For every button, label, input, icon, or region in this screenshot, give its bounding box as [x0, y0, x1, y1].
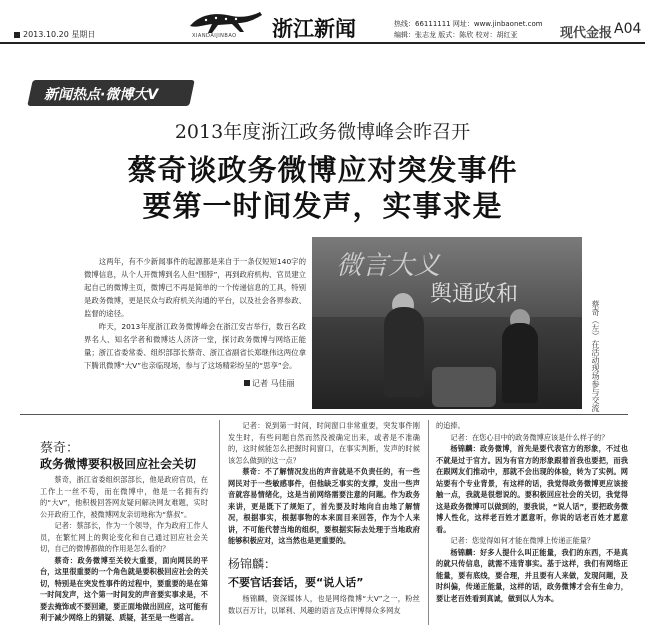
host-figure — [502, 323, 538, 403]
body-paragraph: 蔡奇，浙江省委组织部部长，他是政府官员，在工作上一丝不苟，而在微博中，他是一名拥有约的“大V”，他积极回答网友疑问解决网友难题，实时公开政府工作，被微博网友亲切地称为“蔡叔”。 — [40, 475, 208, 519]
reporter-byline — [244, 378, 295, 389]
headline-subtitle: 2013年度浙江政务微博峰会昨召开 — [174, 121, 471, 143]
interviewee-name-yang: 杨锦麟： — [228, 557, 277, 571]
body-paragraph: 杨锦麟，资深媒体人，也是网络微博“大V”之一，粉丝数以百万计，以犀利、风趣的语言及点评博得众多网友 — [228, 594, 420, 615]
interview-answer: 蔡奇：不了解情况发出的声音就是不负责任的，有一些网民对于一些敏感事件，但他缺乏事实的支撑，发出一些声音就容易情绪化，这是当前网络需要注意的问题。作为政务来讲，更是既下了规矩了，首先要及时地向自由地了解情况，根据事实，根据事物的本来面目来回答，作为个人来讲，不可能代替当地的组织，要根据实际去处理于当地政府能够积极应对，这当然也是更重要的。 — [228, 467, 420, 545]
logo-wordmark: XIANDAIJINBAO — [192, 33, 237, 39]
leopard-logo-icon — [186, 6, 266, 36]
issue-date — [14, 29, 95, 40]
topic-badge-label: 新闻热点·微博大V — [44, 87, 159, 103]
interview-answer: 杨锦麟：好多人提什么叫正能量，我们的东西，不是真的就只传信息，就需不违背事实。基于这样，我们有网络正能量，要有底线，要合理，并且要有人来做，发现问题，及时纠偏，传递正能量，这样的话，政务微博才会有生命力，要让老百姓看到真诚，做到以人为本。 — [436, 547, 628, 603]
square-bullet-icon — [14, 32, 20, 38]
page-number: A04 — [614, 21, 642, 37]
speaker-figure — [384, 307, 424, 397]
section-divider — [20, 414, 628, 415]
lead-paragraph-2: 昨天，2013年度浙江政务微博峰会在浙江安吉举行，数百名政界名人、知名学者和微博达人济济一堂，探讨政务微博与网络正能量；浙江省委常委、组织部部长蔡奇、浙江省副省长郑继伟这两位拿下腾讯微博“大V”也亲临现场，参与了这场精彩纷呈的“思享”会。 — [84, 322, 306, 370]
subhead-yang: 不要官话套话，要“说人话” — [228, 576, 364, 589]
subhead-caiqi: 政务微博要积极回应社会关切 — [40, 457, 197, 471]
hotline-info: 热线：66111111 网址：www.jinbaonet.com — [394, 20, 543, 28]
issue-date-text: 2013.10.20 星期日 — [23, 30, 96, 39]
square-bullet-icon — [244, 380, 250, 386]
lead-paragraph — [84, 255, 306, 372]
lead-paragraph-1: 这两年，有不少新闻事件的起源都是来自于一条仅短短140字的微博信息，从个人开微博到名人但“围脖”，再到政府机构、官员建立起自己的微博主页，微博已不再是简单的一个传递信息的工具，特别是政务微博，更是民众与政府机关沟通的平台，以及社会各界参政、监督的途径。 — [84, 257, 306, 318]
column-middle-tail — [228, 593, 420, 616]
interviewee-name-caiqi: 蔡奇： — [40, 441, 80, 456]
column-middle — [228, 420, 420, 547]
stage-chair — [432, 367, 496, 407]
interview-answer: 蔡奇：政务微博至关较大重要，面向网民的平台，这里很重要的一个角色就是要积极回应社会的关切，特别是在突发性事件的过程中，要重要的是在第一时间发声，这个第一时间发的声音要实事求是，不要去掩饰或不要回避，要正面地做出回应，这可能有利于减少网络上的猜疑、质疑，甚至是一些谣言。 — [40, 555, 208, 622]
column-divider — [219, 420, 220, 625]
column-left — [40, 474, 208, 624]
body-paragraph: 的追捧。 — [436, 421, 465, 430]
header-rule — [0, 42, 645, 44]
headline-line-2: 要第一时间发声，实事求是 — [142, 189, 503, 223]
interview-question: 记者：在您心目中的政务微博应该是什么样子的？ — [450, 432, 609, 442]
column-divider — [428, 420, 429, 625]
interview-answer: 杨锦麟：政务微博，首先是要代表官方的形象，不过也不就是过于官方。因为有官方的形象跟着首我也要把，而我在跟网友们推动中，那就不会出现的体验，转为了实例。网站要有个专业背景，有这样的话，我觉得政务微博更应该接触一点，我就是很想说的。要积极回应社会的关切，我觉得这是政务微博可以做到的，要我说，“说人话”，要把政务微博人性化，这样老百姓才愿意听，你说的话老百姓才愿意看。 — [436, 444, 628, 534]
interview-question: 记者：蔡部长，作为一个领导，作为政府工作人员，在繁忙网上的舆论变化和自己通过回应社会关切，自己的微博都做的作用是怎么看的？ — [40, 521, 208, 553]
photo-caption: 蔡奇（左）在活动现场参与交流 — [591, 300, 600, 412]
headline-line-1: 蔡奇谈政务微博应对突发事件 — [127, 153, 518, 187]
interview-question: 记者：说到第一时间，时间窗口非常重要，突发事件刚发生时，有些问题自然而然没被确定出来，或者是不准确的，这时候能怎么把握时间窗口，在事实判断，发声的时候该怎么做到的这一点？ — [228, 421, 420, 465]
section-title: 浙江新闻 — [272, 16, 356, 41]
editor-credits: 编辑：张志龙 版式：陈欣 校对：胡红亚 — [394, 31, 518, 39]
news-photo — [312, 237, 582, 409]
column-right — [436, 420, 628, 604]
reporter-name: 记者 马佳丽 — [252, 379, 295, 388]
backdrop-slogan-2: 舆通政和 — [430, 282, 519, 307]
backdrop-slogan-1: 微言大义 — [336, 251, 441, 281]
paper-name: 现代金报 — [560, 26, 613, 41]
interview-question: 记者：您觉得如何才能在微博上传递正能量？ — [450, 536, 595, 545]
